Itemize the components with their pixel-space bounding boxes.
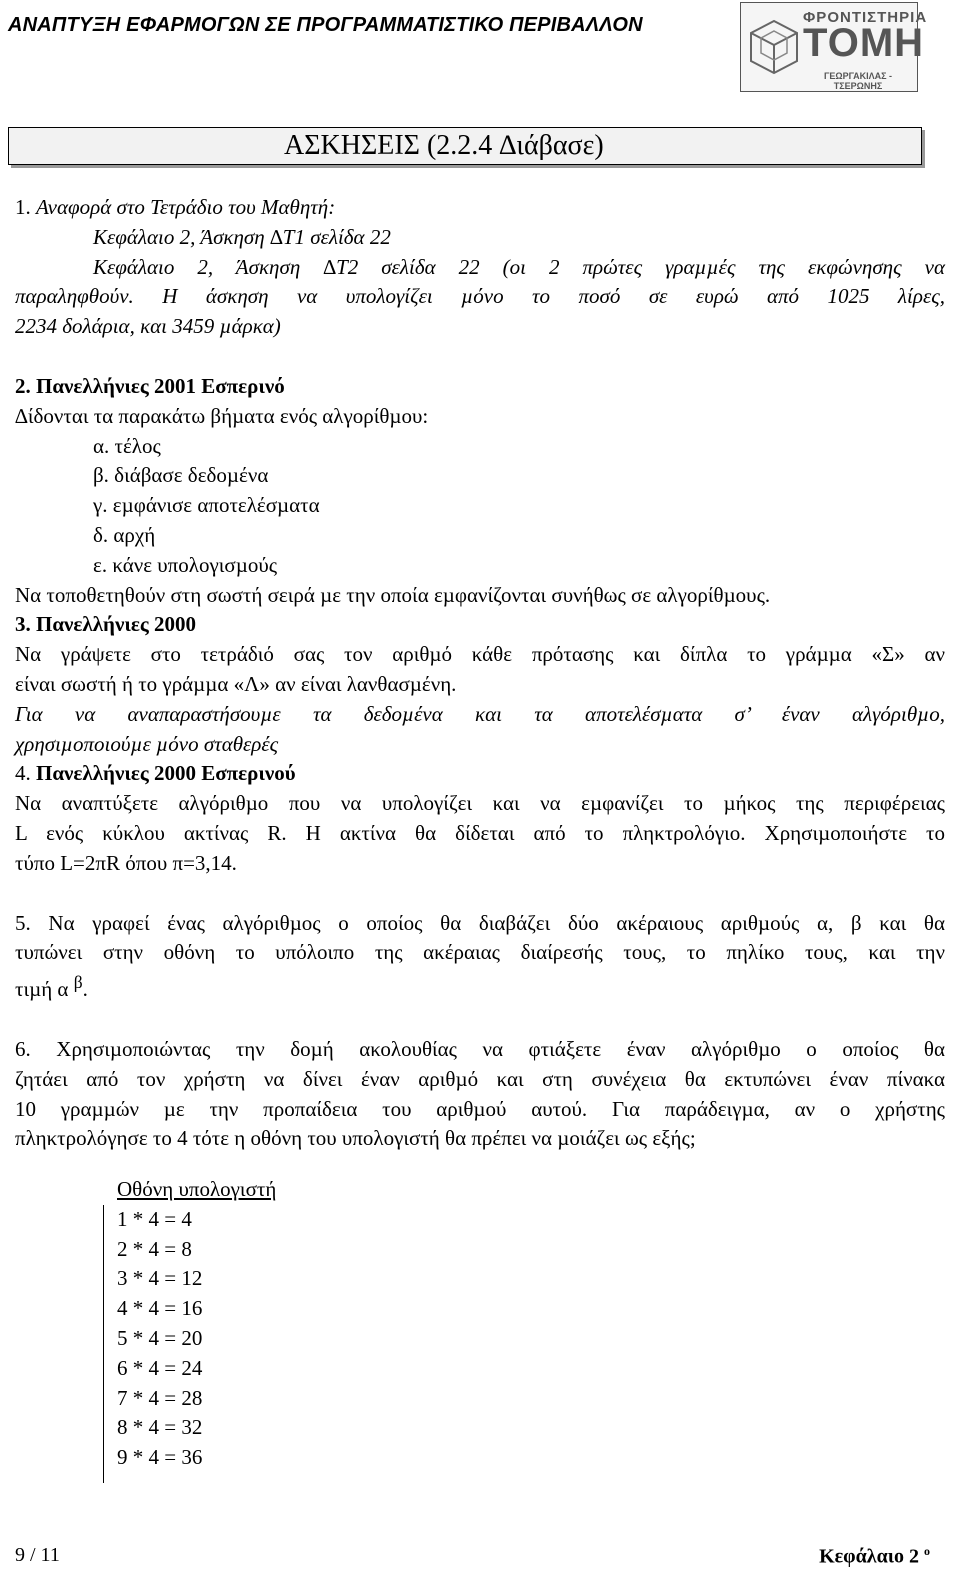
exercise-6-line: 6. Χρησιµοποιώντας την δοµή ακολουθίας να φτιάξετε έναν αλγόριθµο ο οποίος θα [15,1036,945,1061]
exercise-2-intro: ∆ίδονται τα παρακάτω βήµατα ενός αλγορίθµου: [15,403,429,428]
exercise-5-line: 5. Να γραφεί ένας αλγόριθµος ο οποίος θα διαβάζει δύο ακέραιους αριθµούς α, β και θα [15,910,945,935]
output-row: 3 * 4 = 12 [117,1266,203,1291]
exercise-6-line: πληκτρολόγησε το 4 τότε η οθόνη του υπολογιστή θα πρέπει να µοιάζει ως εξής; [15,1126,696,1151]
step-item: ε. κάνε υπολογισµούς [93,552,278,577]
output-row: 9 * 4 = 36 [117,1445,203,1470]
exercise-list [15,193,945,1154]
running-header: ΑΝΑΠΤΥΞΗ ΕΦΑΡΜΟΓΩΝ ΣΕ ΠΡΟΓΡΑΜΜΑΤΙΣΤΙΚΟ ΠΕΡΙΒΑΛΛΟΝ [8,14,643,36]
output-row: 1 * 4 = 4 [117,1206,192,1231]
exercise-4-line: τύπο L=2πR όπου π=3,14. [15,850,237,875]
section-title-box [8,127,922,165]
exercise-1-number: 1. [15,195,31,219]
logo-text-main: ΤΟΜΗ [803,21,925,65]
publisher-logo [740,2,928,92]
exercise-2-question: Να τοποθετηθούν στη σωστή σειρά µε την οποία εµφανίζονται συνήθως σε αλγορίθµους. [15,582,771,607]
logo-text-top: ΦΡΟΝΤΙΣΤΗΡΙΑ [803,9,928,26]
exercise-1-line: Κεφάλαιο 2, Άσκηση ∆Τ1 σελίδα 22 [93,224,391,249]
screen-caption: Οθόνη υπολογιστή [117,1177,277,1201]
exercise-5-line: τιµή α $^\beta$. [15,972,88,1002]
exercise-4-line: L ενός κύκλου ακτίνας R. Η ακτίνα θα δίδεται από το πληκτρολόγιο. Χρησιµοποιήστε το [15,820,945,845]
exercise-3-heading: 3. Πανελλήνιες 2000 [15,612,196,637]
output-row: 4 * 4 = 16 [117,1296,203,1321]
exercise-4-number: 4. [15,761,36,786]
exercise-3-statement: Για να αναπαραστήσουµε τα δεδοµένα και τα αποτελέσµατα σ’ έναν αλγόριθµο, [15,701,945,726]
step-item: β. διάβασε δεδοµένα [93,463,269,488]
spacer [15,342,945,372]
step-item: δ. αρχή [93,522,156,547]
exercise-3-line: Να γράψετε στο τετράδιό σας τον αριθµό κάθε πρότασης και δίπλα το γράµµα «Σ» αν [15,642,945,667]
output-row: 5 * 4 = 20 [117,1325,203,1350]
exercise-1-line: Κεφάλαιο 2, Άσκηση ∆Τ2 σελίδα 22 (οι 2 πρώτες γραµµές της εκφώνησης να [93,254,945,279]
cube-logo-icon [749,19,799,75]
chapter-label: Κεφάλαιο 2 $^o$ [819,1544,930,1568]
step-item: α. τέλος [93,433,161,458]
exponent: β [73,972,83,993]
output-row: 6 * 4 = 24 [117,1355,203,1380]
exercise-1-line: παραληφθούν. Η άσκηση να υπολογίζει µόνο το ποσό σε ευρώ από 1025 λίρες, [15,284,945,309]
exercise-1-heading [15,193,945,223]
exercise-1-line: 2234 δολάρια, και 3459 µάρκα) [15,314,281,339]
section-title: ΑΣΚΗΣΕΙΣ (2.2.4 ∆ιάβασε) [284,130,604,161]
spacer [15,1005,945,1035]
output-row: 7 * 4 = 28 [117,1385,203,1410]
logo-text-bottom: ΓΕΩΡΓΑΚΙΛΑΣ - ΤΣΕΡΩΝΗΣ [824,71,892,91]
exercise-4-heading [15,759,945,789]
exercise-4-title: Πανελλήνιες 2000 Εσπερινού [36,761,296,786]
exercise-1-title: Αναφορά στο Τετράδιο του Μαθητή: [36,195,336,219]
exercise-3-line: είναι σωστή ή το γράµµα «Λ» αν είναι λανθασµένη. [15,671,457,696]
screen-output [103,1205,276,1483]
exercise-3-statement: χρησιµοποιούµε µόνο σταθερές [15,731,279,756]
exercise-6-line: 10 γραµµών µε την προπαίδεια του αριθµού αυτού. Για παράδειγµα, αν ο χρήστης [15,1096,945,1121]
exercise-5-line: τυπώνει στην οθόνη το υπόλοιπο της ακέραιας διαίρεσής τους, το πηλίκο τους, και την [15,940,945,965]
spacer [15,879,945,909]
output-row: 8 * 4 = 32 [117,1415,203,1440]
exercise-4-line: Να αναπτύξετε αλγόριθµο που να υπολογίζει και να εµφανίζει το µήκος της περιφέρειας [15,791,945,816]
page-number: 9 / 11 [15,1544,60,1566]
exercise-2-heading: 2. Πανελλήνιες 2001 Εσπερινό [15,373,285,398]
step-item: γ. εµφάνισε αποτελέσµατα [93,493,320,518]
output-row: 2 * 4 = 8 [117,1236,192,1261]
exercise-6-line: ζητάει από τον χρήστη να δίνει έναν αριθµό και στη συνέχεια θα εκτυπώνει έναν πίνακα [15,1066,945,1091]
computer-screen-example [103,1175,276,1483]
